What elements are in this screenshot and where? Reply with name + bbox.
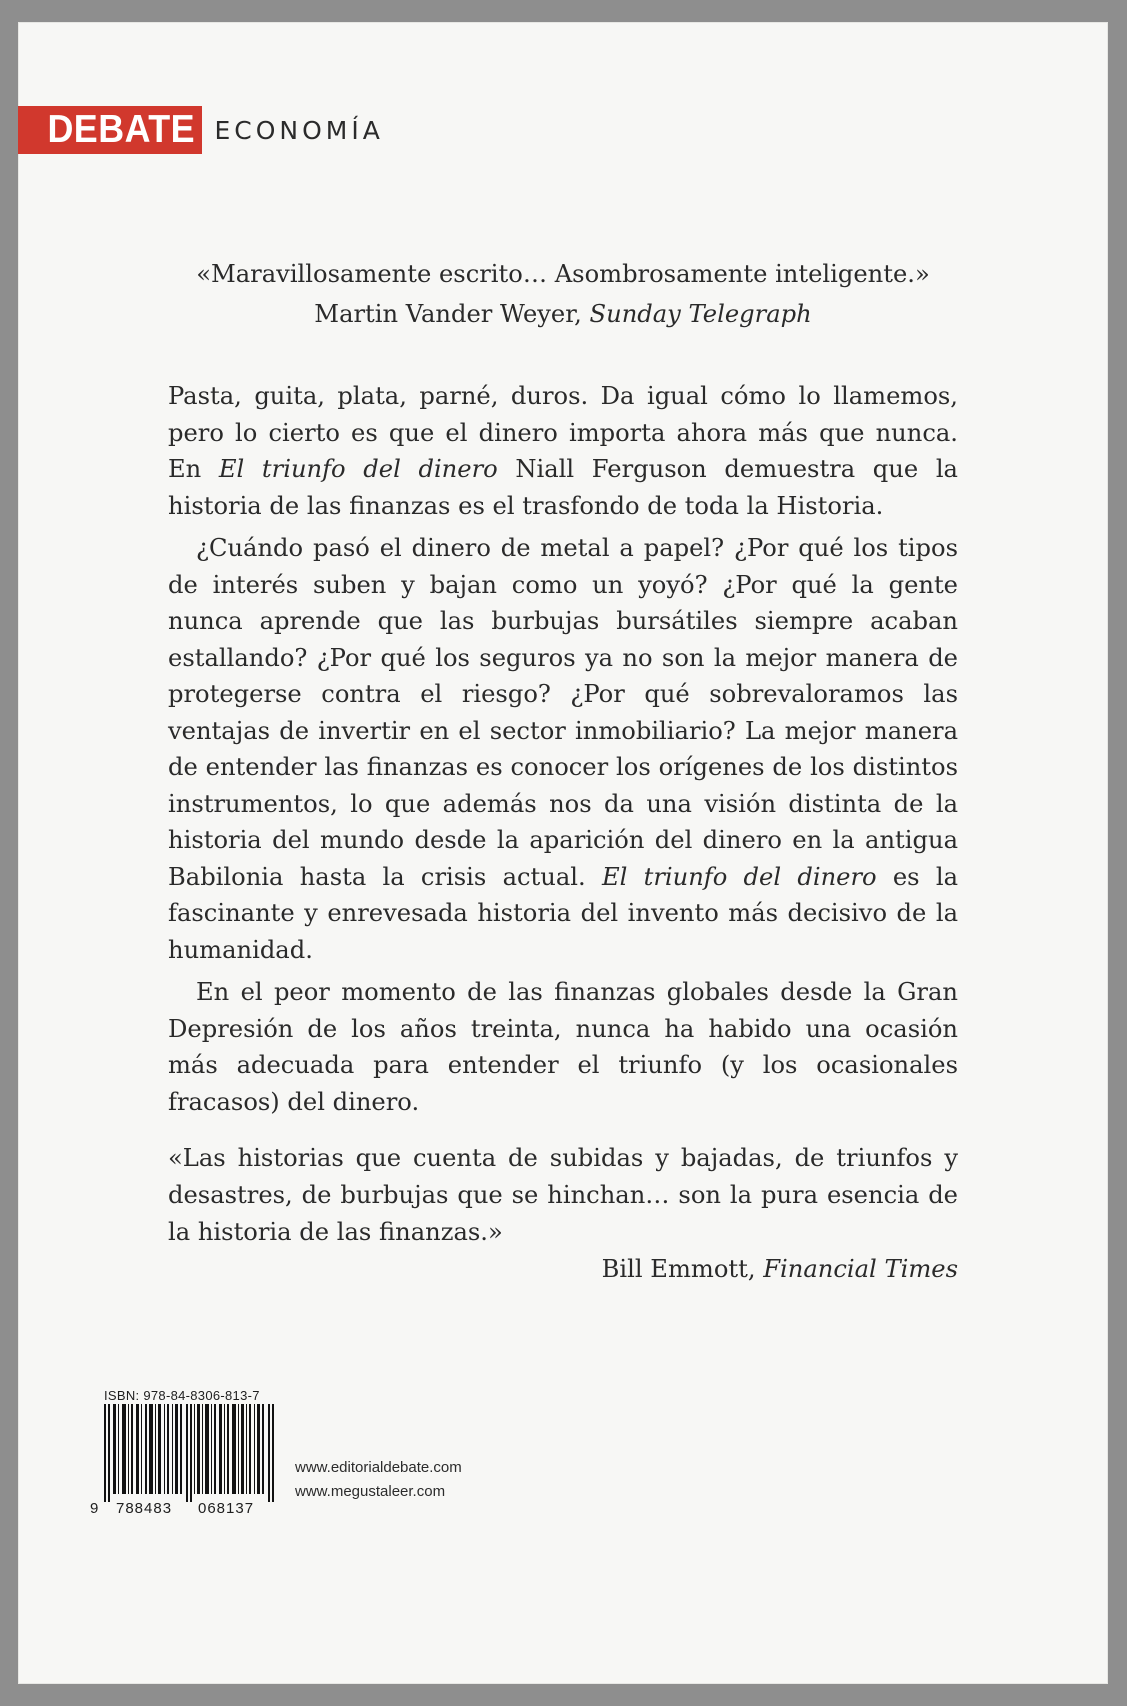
top-review-quote (168, 254, 958, 334)
publisher-logo (18, 106, 384, 154)
bottom-quote-text: «Las historias que cuenta de subidas y bajadas, de triunfos y desastres, de burbujas que se hinchan… son la pura esencia de la historia de las finanzas.» (168, 1144, 958, 1246)
top-quote-author: Martin Vander Weyer, (314, 300, 582, 328)
publisher-websites (295, 1456, 462, 1504)
book-title-inline-2: El triunfo del dinero (601, 862, 877, 891)
top-quote-attribution (168, 294, 958, 334)
top-quote-source: Sunday Telegraph (589, 300, 812, 328)
top-quote-text: «Maravillosamente escrito… Asombrosamente inteligente.» (196, 260, 930, 288)
isbn-label: ISBN: 978-84-8306-813-7 (104, 1388, 260, 1403)
book-back-cover (18, 22, 1108, 1684)
book-title-inline: El triunfo del dinero (218, 455, 498, 483)
debate-logo-box: DEBATE (18, 106, 202, 154)
bottom-review-quote (168, 1140, 958, 1288)
bottom-quote-source: Financial Times (763, 1255, 958, 1283)
bottom-quote-author: Bill Emmott, (601, 1255, 756, 1283)
description-paragraph-1 (168, 378, 958, 524)
publisher-url[interactable]: www.editorialdebate.com (295, 1459, 462, 1476)
description-paragraph-3: En el peor momento de las finanzas globales desde la Gran Depresión de los años treinta, nunca ha habido una ocasión más adecuada para entender el triunfo (y los ocasionales fracasos) del dinero. (168, 978, 958, 1116)
collection-label: ECONOMÍA (214, 115, 384, 145)
barcode-digits-left: 788483 (116, 1500, 173, 1517)
barcode-icon (104, 1404, 276, 1502)
book-description (168, 378, 958, 1126)
p1-end: Niall Ferguson demuestra que la historia de las finanzas es el trasfondo de toda la Historia. (168, 455, 958, 520)
store-url[interactable]: www.megustaleer.com (295, 1483, 446, 1500)
barcode-digits-right: 068137 (198, 1500, 255, 1517)
p1-start: Pasta, guita, plata, parné, duros. Da igual cómo lo llamemos, pero lo cierto es que el dinero importa ahora más que nunca. En (168, 382, 958, 483)
p2-start: ¿Cuándo pasó el dinero de metal a papel? ¿Por qué los tipos de interés suben y bajan como un yoyó? ¿Por qué la gente nunca aprende que las burbujas bursátiles siempre acaban estallando? ¿Por qué los seguros ya no son la mejor manera de protegerse contra el riesgo? ¿Por qué sobrevaloramos las ventajas de invertir en el sector inmobiliario? La mejor manera de entender las finanzas es conocer los orígenes de los distintos instrumentos, lo que además nos da una visión distinta de la historia del mundo desde la aparición del dinero en la antigua Babilonia hasta la crisis actual. (168, 534, 958, 891)
p2-end: es la fascinante y enrevesada historia del invento más decisivo de la humanidad. (168, 862, 958, 964)
barcode-digit-first: 9 (90, 1500, 100, 1517)
bottom-quote-attribution (168, 1251, 958, 1288)
description-paragraph-2 (168, 530, 958, 968)
